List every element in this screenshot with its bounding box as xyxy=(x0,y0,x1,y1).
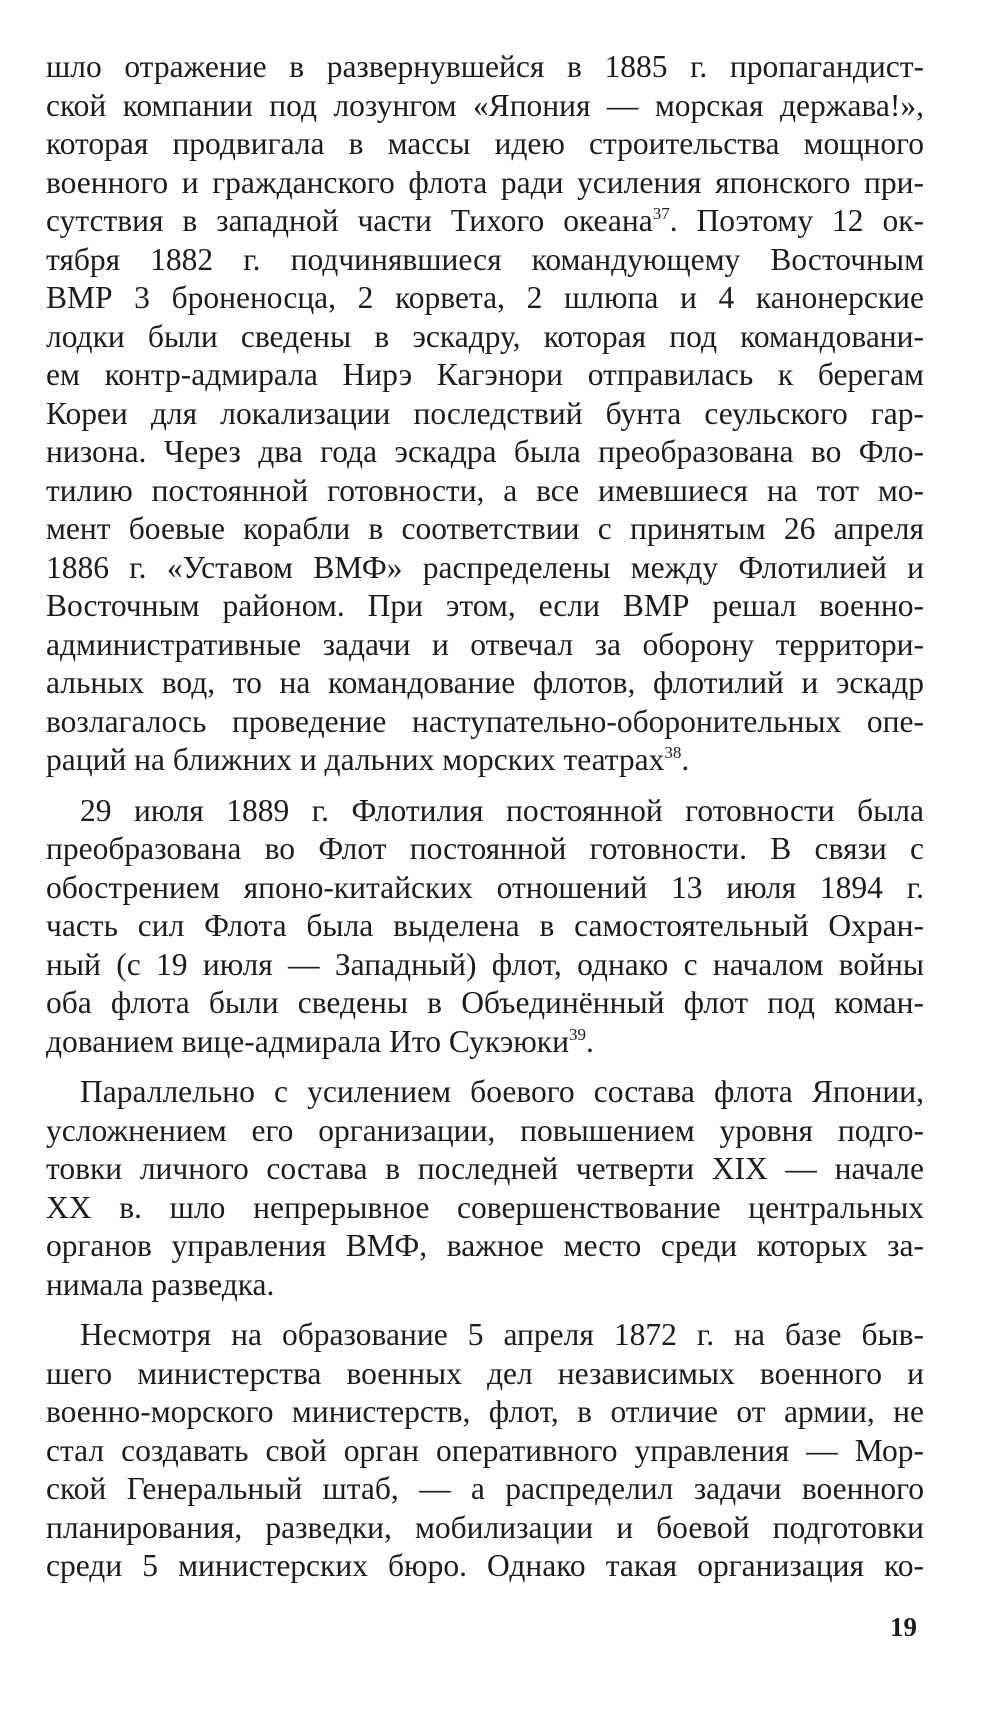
text-line: которая продвигала в массы идею строительства мощного xyxy=(46,126,924,161)
text-line: шло отражение в развернувшейся в 1885 г. пропагандист- xyxy=(46,49,924,84)
text-line: низона. Через два года эскадра была преобразована во Фло- xyxy=(46,434,924,469)
text-line-with-footnote xyxy=(46,202,924,241)
text-segment: раций на ближних и дальних морских театрах xyxy=(46,742,665,777)
text-segment: дованием вице-адмирала Ито Сукэюки xyxy=(46,1023,569,1059)
text-segment: . xyxy=(681,742,690,777)
text-line: 1886 г. «Уставом ВМФ» распределены между Флотилией и xyxy=(46,549,924,585)
text-line: альных вод, то на командование флотов, флотилий и эскадр xyxy=(46,665,924,700)
text-line: тября 1882 г. подчинявшиеся командующему Восточным xyxy=(46,241,924,277)
text-line: 29 июля 1889 г. Флотилия постоянной готовности была xyxy=(80,792,924,828)
text-line: нимала разведка. xyxy=(46,1266,275,1302)
page-number: 19 xyxy=(890,1612,917,1642)
text-line: ный (с 19 июля — Западный) флот, однако с началом войны xyxy=(46,946,924,982)
text-line: Восточным районом. При этом, если ВМР решал военно- xyxy=(46,588,924,623)
text-line: Кореи для локализации последствий бунта сеульского гар- xyxy=(46,395,924,431)
text-line: административные задачи и отвечал за оборону территори- xyxy=(46,626,924,662)
text-line: товки личного состава в последней четверти XIX — начале xyxy=(46,1151,924,1186)
page-body xyxy=(46,48,924,1598)
text-line: Несмотря на образование 5 апреля 1872 г. на базе быв- xyxy=(80,1317,924,1352)
text-line: мент боевые корабли в соответствии с принятым 26 апреля xyxy=(46,511,924,546)
text-line: военно-морского министерств, флот, в отличие от армии, не xyxy=(46,1394,924,1429)
text-line: XX в. шло непрерывное совершенствование центральных xyxy=(46,1189,924,1225)
text-line: преобразована во Флот постоянной готовности. В связи с xyxy=(46,831,924,866)
text-segment: . Поэтому 12 ок- xyxy=(669,203,924,238)
text-line: шего министерства военных дел независимых военного и xyxy=(46,1355,924,1391)
text-segment: . xyxy=(585,1023,594,1059)
text-line: стал создавать свой орган оперативного управления — Мор- xyxy=(46,1432,924,1468)
text-line: часть сил Флота была выделена в самостоятельный Охран- xyxy=(46,908,924,943)
text-line: органов управления ВМФ, важное место среди которых за- xyxy=(46,1228,924,1263)
text-line-with-footnote xyxy=(46,1023,924,1062)
footnote-ref-39: 39 xyxy=(568,1024,586,1044)
text-segment: сутствия в западной части Тихого океана xyxy=(46,203,653,238)
text-line: среди 5 министерских бюро. Однако такая организация ко- xyxy=(46,1548,924,1583)
text-line: обострением японо-китайских отношений 13 июля 1894 г. xyxy=(46,869,924,905)
text-line: ВМР 3 броненосца, 2 корвета, 2 шлюпа и 4 канонерские xyxy=(46,280,924,315)
text-line: ской компании под лозунгом «Япония — морская держава!», xyxy=(46,87,924,123)
text-line: возлагалось проведение наступательно-оборонительных опе- xyxy=(46,703,924,739)
paragraph-2 xyxy=(46,792,924,1062)
paragraph-3 xyxy=(46,1073,924,1304)
paragraph-4 xyxy=(46,1316,924,1586)
text-line: усложнением его организации, повышением уровня подго- xyxy=(46,1112,924,1148)
text-line-with-footnote xyxy=(46,741,924,780)
text-line: ем контр-адмирала Нирэ Кагэнори отправилась к берегам xyxy=(46,357,924,392)
footnote-ref-38: 38 xyxy=(664,743,682,762)
text-line: лодки были сведены в эскадру, которая под командовани- xyxy=(46,318,924,354)
text-line: Параллельно с усилением боевого состава флота Японии, xyxy=(80,1074,924,1109)
text-line: планирования, разведки, мобилизации и боевой подготовки xyxy=(46,1509,924,1545)
text-line: ской Генеральный штаб, — а распределил задачи военного xyxy=(46,1471,924,1506)
footnote-ref-37: 37 xyxy=(652,204,670,223)
text-line: оба флота были сведены в Объединённый флот под коман- xyxy=(46,985,924,1020)
paragraph-1 xyxy=(46,48,924,780)
text-line: военного и гражданского флота ради усиления японского при- xyxy=(46,164,924,200)
text-line: тилию постоянной готовности, а все имевшиеся на тот мо- xyxy=(46,472,924,508)
